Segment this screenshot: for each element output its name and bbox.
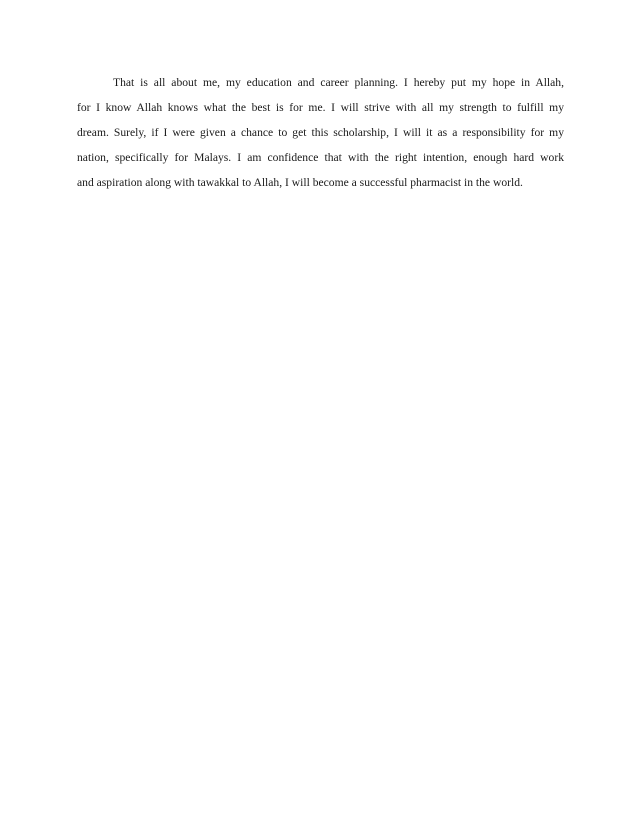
paragraph-line-3: dream. Surely, if I were given a chance to get this scholarship, I will it as a responsibility for my [77, 126, 564, 139]
paragraph-line-5: and aspiration along with tawakkal to Allah, I will become a successful pharmacist in the world. [77, 176, 523, 189]
paragraph-line-1: That is all about me, my education and career planning. I hereby put my hope in Allah, [113, 76, 564, 89]
paragraph-line-2: for I know Allah knows what the best is for me. I will strive with all my strength to fulfill my [77, 101, 564, 114]
closing-paragraph [77, 70, 564, 195]
paragraph-line-4: nation, specifically for Malays. I am confidence that with the right intention, enough hard work [77, 151, 564, 164]
